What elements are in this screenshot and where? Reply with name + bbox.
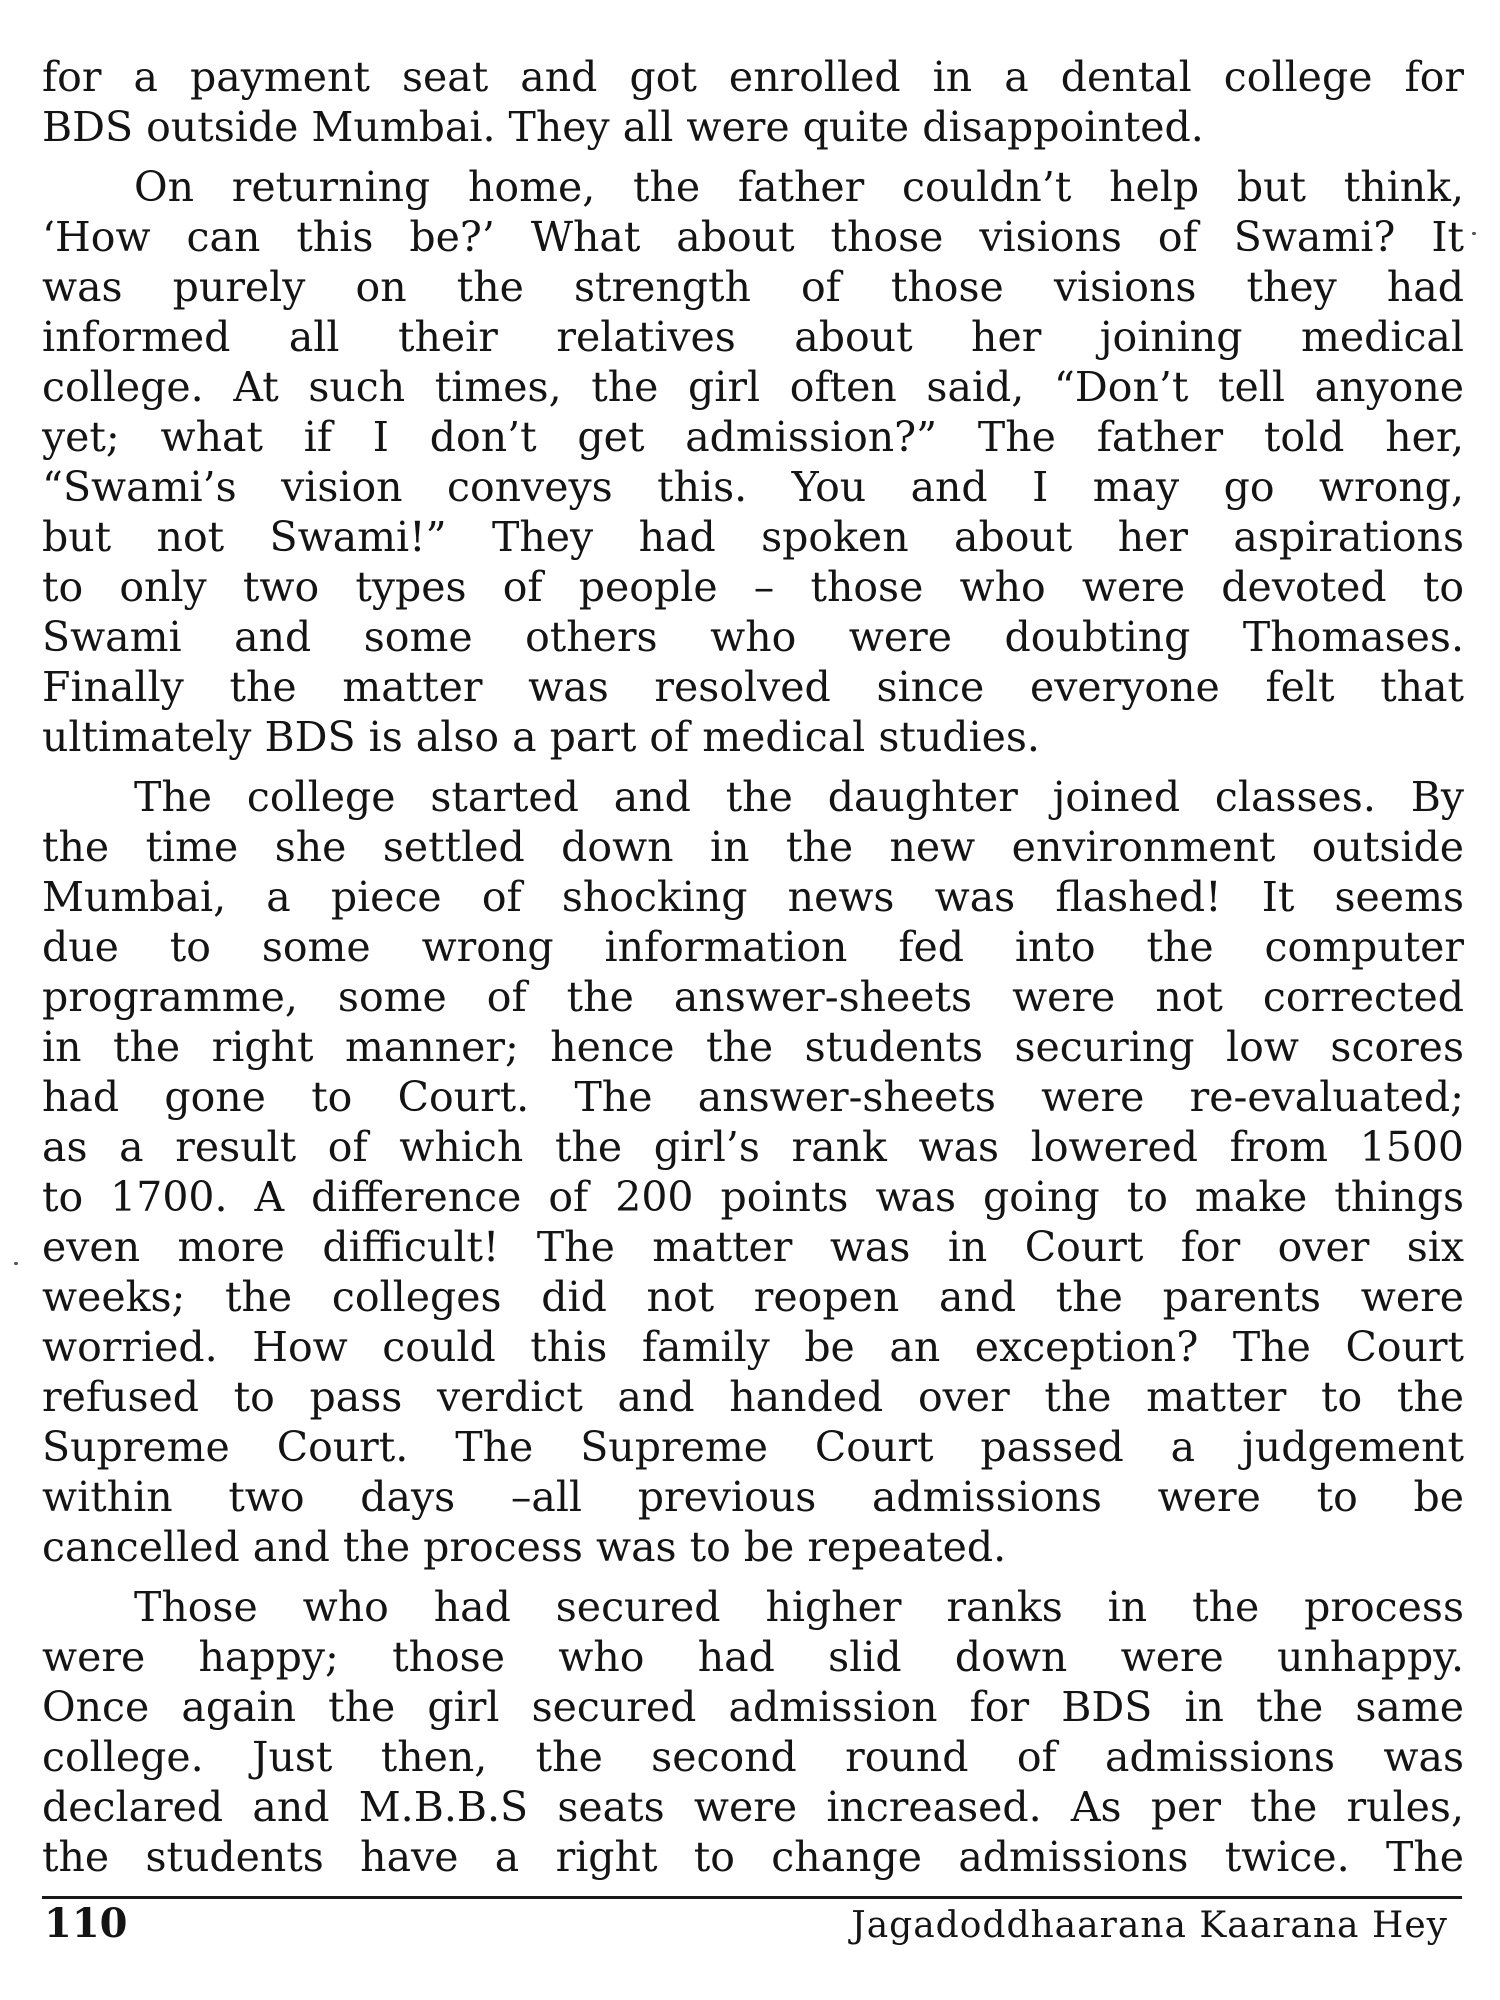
text-line: On returning home, the father couldn’t help but think, xyxy=(134,163,1464,211)
text-line: weeks; the colleges did not reopen and the parents were xyxy=(42,1273,1464,1321)
text-line: Once again the girl secured admission for BDS in the same xyxy=(42,1683,1464,1731)
text-line: were happy; those who had slid down were unhappy. xyxy=(42,1633,1464,1681)
text-line: Mumbai, a piece of shocking news was flashed! It seems xyxy=(42,873,1464,921)
paragraph-2 xyxy=(42,162,1464,762)
page-number: 110 xyxy=(44,1900,128,1947)
scan-speck xyxy=(14,1262,18,1265)
text-line: due to some wrong information fed into the computer xyxy=(42,923,1464,971)
text-line: worried. How could this family be an exception? The Court xyxy=(42,1323,1464,1371)
text-line: yet; what if I don’t get admission?” The father told her, xyxy=(42,413,1464,461)
text-line: in the right manner; hence the students securing low scores xyxy=(42,1023,1464,1071)
text-line: as a result of which the girl’s rank was lowered from 1500 xyxy=(42,1123,1464,1171)
text-line: but not Swami!” They had spoken about her aspirations xyxy=(42,513,1464,561)
text-line: The college started and the daughter joined classes. By xyxy=(134,773,1464,821)
text-line: Swami and some others who were doubting Thomases. xyxy=(42,613,1464,661)
text-line: to 1700. A difference of 200 points was going to make things xyxy=(42,1173,1464,1221)
scan-speck xyxy=(1472,232,1476,235)
text-line: the students have a right to change admissions twice. The xyxy=(42,1833,1464,1881)
text-line: had gone to Court. The answer-sheets were re-evaluated; xyxy=(42,1073,1464,1121)
text-line: informed all their relatives about her joining medical xyxy=(42,313,1464,361)
text-line: programme, some of the answer-sheets were not corrected xyxy=(42,973,1464,1021)
paragraph-3 xyxy=(42,772,1464,1572)
footer-divider xyxy=(42,1896,1462,1899)
text-line: within two days –all previous admissions were to be xyxy=(42,1473,1464,1521)
text-line: Finally the matter was resolved since everyone felt that xyxy=(42,663,1464,711)
text-line: Those who had secured higher ranks in the process xyxy=(134,1583,1464,1631)
text-line: the time she settled down in the new environment outside xyxy=(42,823,1464,871)
text-line: for a payment seat and got enrolled in a dental college for xyxy=(42,53,1464,101)
text-line: ultimately BDS is also a part of medical studies. xyxy=(42,713,1040,761)
text-line: refused to pass verdict and handed over the matter to the xyxy=(42,1373,1464,1421)
running-footer-title: Jagadoddhaarana Kaarana Hey xyxy=(851,1905,1448,1946)
text-line: college. Just then, the second round of admissions was xyxy=(42,1733,1464,1781)
text-line: declared and M.B.B.S seats were increased. As per the rules, xyxy=(42,1783,1464,1831)
paragraph-1 xyxy=(42,52,1464,152)
text-line: Supreme Court. The Supreme Court passed a judgement xyxy=(42,1423,1464,1471)
paragraph-4 xyxy=(42,1582,1464,1882)
text-line: even more difficult! The matter was in Court for over six xyxy=(42,1223,1464,1271)
text-line: BDS outside Mumbai. They all were quite disappointed. xyxy=(42,103,1204,151)
text-line: college. At such times, the girl often said, “Don’t tell anyone xyxy=(42,363,1464,411)
text-line: ‘How can this be?’ What about those visions of Swami? It xyxy=(42,213,1464,261)
text-line: was purely on the strength of those visions they had xyxy=(42,263,1464,311)
text-line: to only two types of people – those who were devoted to xyxy=(42,563,1464,611)
body-text xyxy=(42,52,1464,1882)
text-line: cancelled and the process was to be repeated. xyxy=(42,1523,1007,1571)
text-line: “Swami’s vision conveys this. You and I may go wrong, xyxy=(42,463,1464,511)
